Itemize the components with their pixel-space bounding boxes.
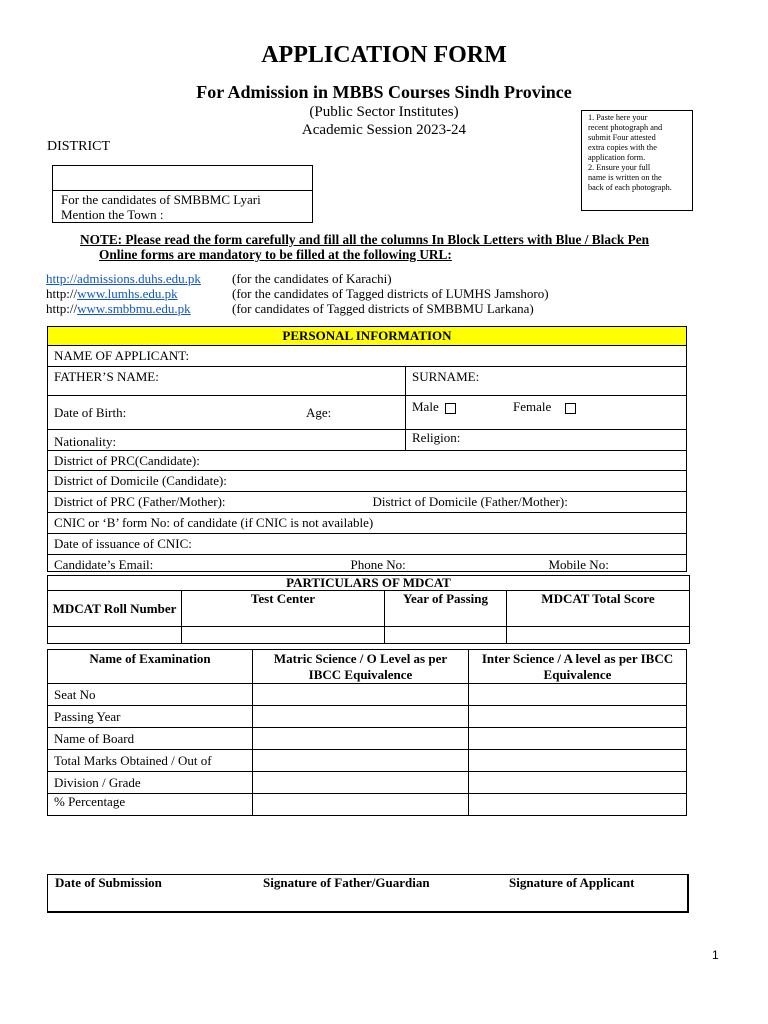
nationality-field[interactable]: Nationality: bbox=[48, 430, 406, 451]
gender-field bbox=[406, 396, 687, 430]
lyari-divider bbox=[53, 190, 312, 191]
note-line-2: Online forms are mandatory to be filled at the following URL: bbox=[99, 247, 452, 262]
url-prefix: http:// bbox=[46, 286, 78, 301]
sector-line: (Public Sector Institutes) bbox=[309, 104, 459, 120]
matric-seat-cell[interactable] bbox=[253, 684, 469, 706]
domicile-candidate-field[interactable]: District of Domicile (Candidate): bbox=[48, 471, 687, 492]
domicile-parent-field[interactable]: District of Domicile (Father/Mother): bbox=[372, 494, 568, 509]
exam-name-header: Name of Examination bbox=[48, 650, 253, 684]
mdcat-roll-header: MDCAT Roll Number bbox=[48, 591, 182, 627]
surname-field[interactable]: SURNAME: bbox=[406, 367, 687, 396]
photo-instruction-6: 2. Ensure your full bbox=[588, 163, 651, 172]
personal-info-table bbox=[47, 326, 687, 572]
inter-seat-cell[interactable] bbox=[469, 684, 687, 706]
religion-field[interactable]: Religion: bbox=[406, 430, 687, 451]
personal-info-heading: PERSONAL INFORMATION bbox=[48, 327, 687, 346]
applicant-signature-label: Signature of Applicant bbox=[509, 875, 635, 890]
board-label: Name of Board bbox=[48, 728, 253, 750]
female-label: Female bbox=[512, 399, 552, 414]
division-label: Division / Grade bbox=[48, 772, 253, 794]
test-center-cell[interactable] bbox=[182, 627, 385, 644]
form-title: APPLICATION FORM bbox=[261, 42, 507, 68]
applicant-name-field[interactable]: NAME OF APPLICANT: bbox=[48, 346, 687, 367]
inter-percentage-cell[interactable] bbox=[469, 794, 687, 816]
url-lumhs-desc: (for the candidates of Tagged districts of LUMHS Jamshoro) bbox=[232, 286, 549, 301]
prc-candidate-field[interactable]: District of PRC(Candidate): bbox=[48, 451, 687, 471]
prc-parent-field[interactable]: District of PRC (Father/Mother): bbox=[54, 494, 226, 509]
age-field[interactable]: Age: bbox=[300, 396, 406, 430]
test-center-header: Test Center bbox=[182, 591, 385, 627]
phone-field[interactable]: Phone No: bbox=[350, 557, 406, 572]
inter-marks-cell[interactable] bbox=[469, 750, 687, 772]
lyari-text bbox=[61, 192, 261, 222]
mdcat-score-header: MDCAT Total Score bbox=[507, 591, 690, 627]
exam-table bbox=[47, 649, 687, 816]
signature-box[interactable] bbox=[47, 874, 689, 913]
url-duhs-desc: (for the candidates of Karachi) bbox=[232, 271, 392, 286]
guardian-signature-label: Signature of Father/Guardian bbox=[263, 875, 430, 890]
father-name-field[interactable]: FATHER’S NAME: bbox=[48, 367, 406, 396]
url-lumhs-link[interactable]: www.lumhs.edu.pk bbox=[77, 286, 178, 301]
female-checkbox[interactable] bbox=[565, 403, 576, 414]
mdcat-heading: PARTICULARS OF MDCAT bbox=[48, 576, 690, 591]
photo-instruction-3: submit Four attested bbox=[588, 133, 656, 142]
session-line: Academic Session 2023-24 bbox=[301, 122, 467, 138]
note-line-1: NOTE: Please read the form carefully and fill all the columns In Block Letters with Blue / Black Pen bbox=[80, 232, 650, 247]
url-row-duhs[interactable] bbox=[46, 271, 201, 287]
photo-instruction-7: name is written on the bbox=[588, 173, 662, 182]
mobile-field[interactable]: Mobile No: bbox=[548, 557, 609, 572]
year-passing-cell[interactable] bbox=[385, 627, 507, 644]
contact-row bbox=[48, 555, 687, 572]
dob-field[interactable]: Date of Birth: bbox=[48, 396, 301, 430]
passing-year-label: Passing Year bbox=[48, 706, 253, 728]
mdcat-table bbox=[47, 575, 690, 644]
inter-board-cell[interactable] bbox=[469, 728, 687, 750]
url-prefix: http:// bbox=[46, 301, 78, 316]
district-label: DISTRICT bbox=[47, 139, 110, 154]
parent-district-row bbox=[48, 492, 687, 513]
lyari-line-2: Mention the Town : bbox=[61, 207, 164, 222]
url-row-smbbmu[interactable] bbox=[46, 301, 191, 317]
male-label: Male bbox=[412, 399, 439, 414]
mdcat-roll-cell[interactable] bbox=[48, 627, 182, 644]
matric-division-cell[interactable] bbox=[253, 772, 469, 794]
photo-instruction-8: back of each photograph. bbox=[588, 183, 672, 192]
photo-instruction-2: recent photograph and bbox=[588, 123, 663, 132]
matric-board-cell[interactable] bbox=[253, 728, 469, 750]
year-passing-header: Year of Passing bbox=[385, 591, 507, 627]
page-number: 1 bbox=[712, 948, 719, 962]
url-smbbmu-link[interactable]: www.smbbmu.edu.pk bbox=[77, 301, 191, 316]
date-submission-label: Date of Submission bbox=[55, 875, 162, 890]
photo-instruction-1: 1. Paste here your bbox=[588, 113, 648, 122]
form-subtitle: For Admission in MBBS Courses Sindh Province bbox=[196, 82, 572, 102]
matric-marks-cell[interactable] bbox=[253, 750, 469, 772]
matric-year-cell[interactable] bbox=[253, 706, 469, 728]
inter-division-cell[interactable] bbox=[469, 772, 687, 794]
cnic-date-field[interactable]: Date of issuance of CNIC: bbox=[48, 534, 687, 555]
matric-header: Matric Science / O Level as per IBCC Equivalence bbox=[253, 650, 469, 684]
photo-box bbox=[581, 110, 693, 211]
inter-header: Inter Science / A level as per IBCC Equivalence bbox=[469, 650, 687, 684]
percentage-label: % Percentage bbox=[48, 794, 253, 816]
matric-percentage-cell[interactable] bbox=[253, 794, 469, 816]
lyari-box[interactable] bbox=[52, 165, 313, 223]
male-checkbox[interactable] bbox=[445, 403, 456, 414]
photo-instruction-4: extra copies with the bbox=[588, 143, 657, 152]
url-duhs-link[interactable]: http://admissions.duhs.edu.pk bbox=[46, 271, 201, 286]
lyari-line-1: For the candidates of SMBBMC Lyari bbox=[61, 192, 261, 207]
cnic-field[interactable]: CNIC or ‘B’ form No: of candidate (if CNIC is not available) bbox=[48, 513, 687, 534]
url-row-lumhs[interactable] bbox=[46, 286, 178, 302]
mdcat-score-cell[interactable] bbox=[507, 627, 690, 644]
seat-no-label: Seat No bbox=[48, 684, 253, 706]
url-smbbmu-desc: (for candidates of Tagged districts of SMBBMU Larkana) bbox=[232, 301, 534, 316]
photo-instruction-5: application form. bbox=[588, 153, 646, 162]
total-marks-label: Total Marks Obtained / Out of bbox=[48, 750, 253, 772]
inter-year-cell[interactable] bbox=[469, 706, 687, 728]
email-field[interactable]: Candidate’s Email: bbox=[54, 557, 154, 572]
